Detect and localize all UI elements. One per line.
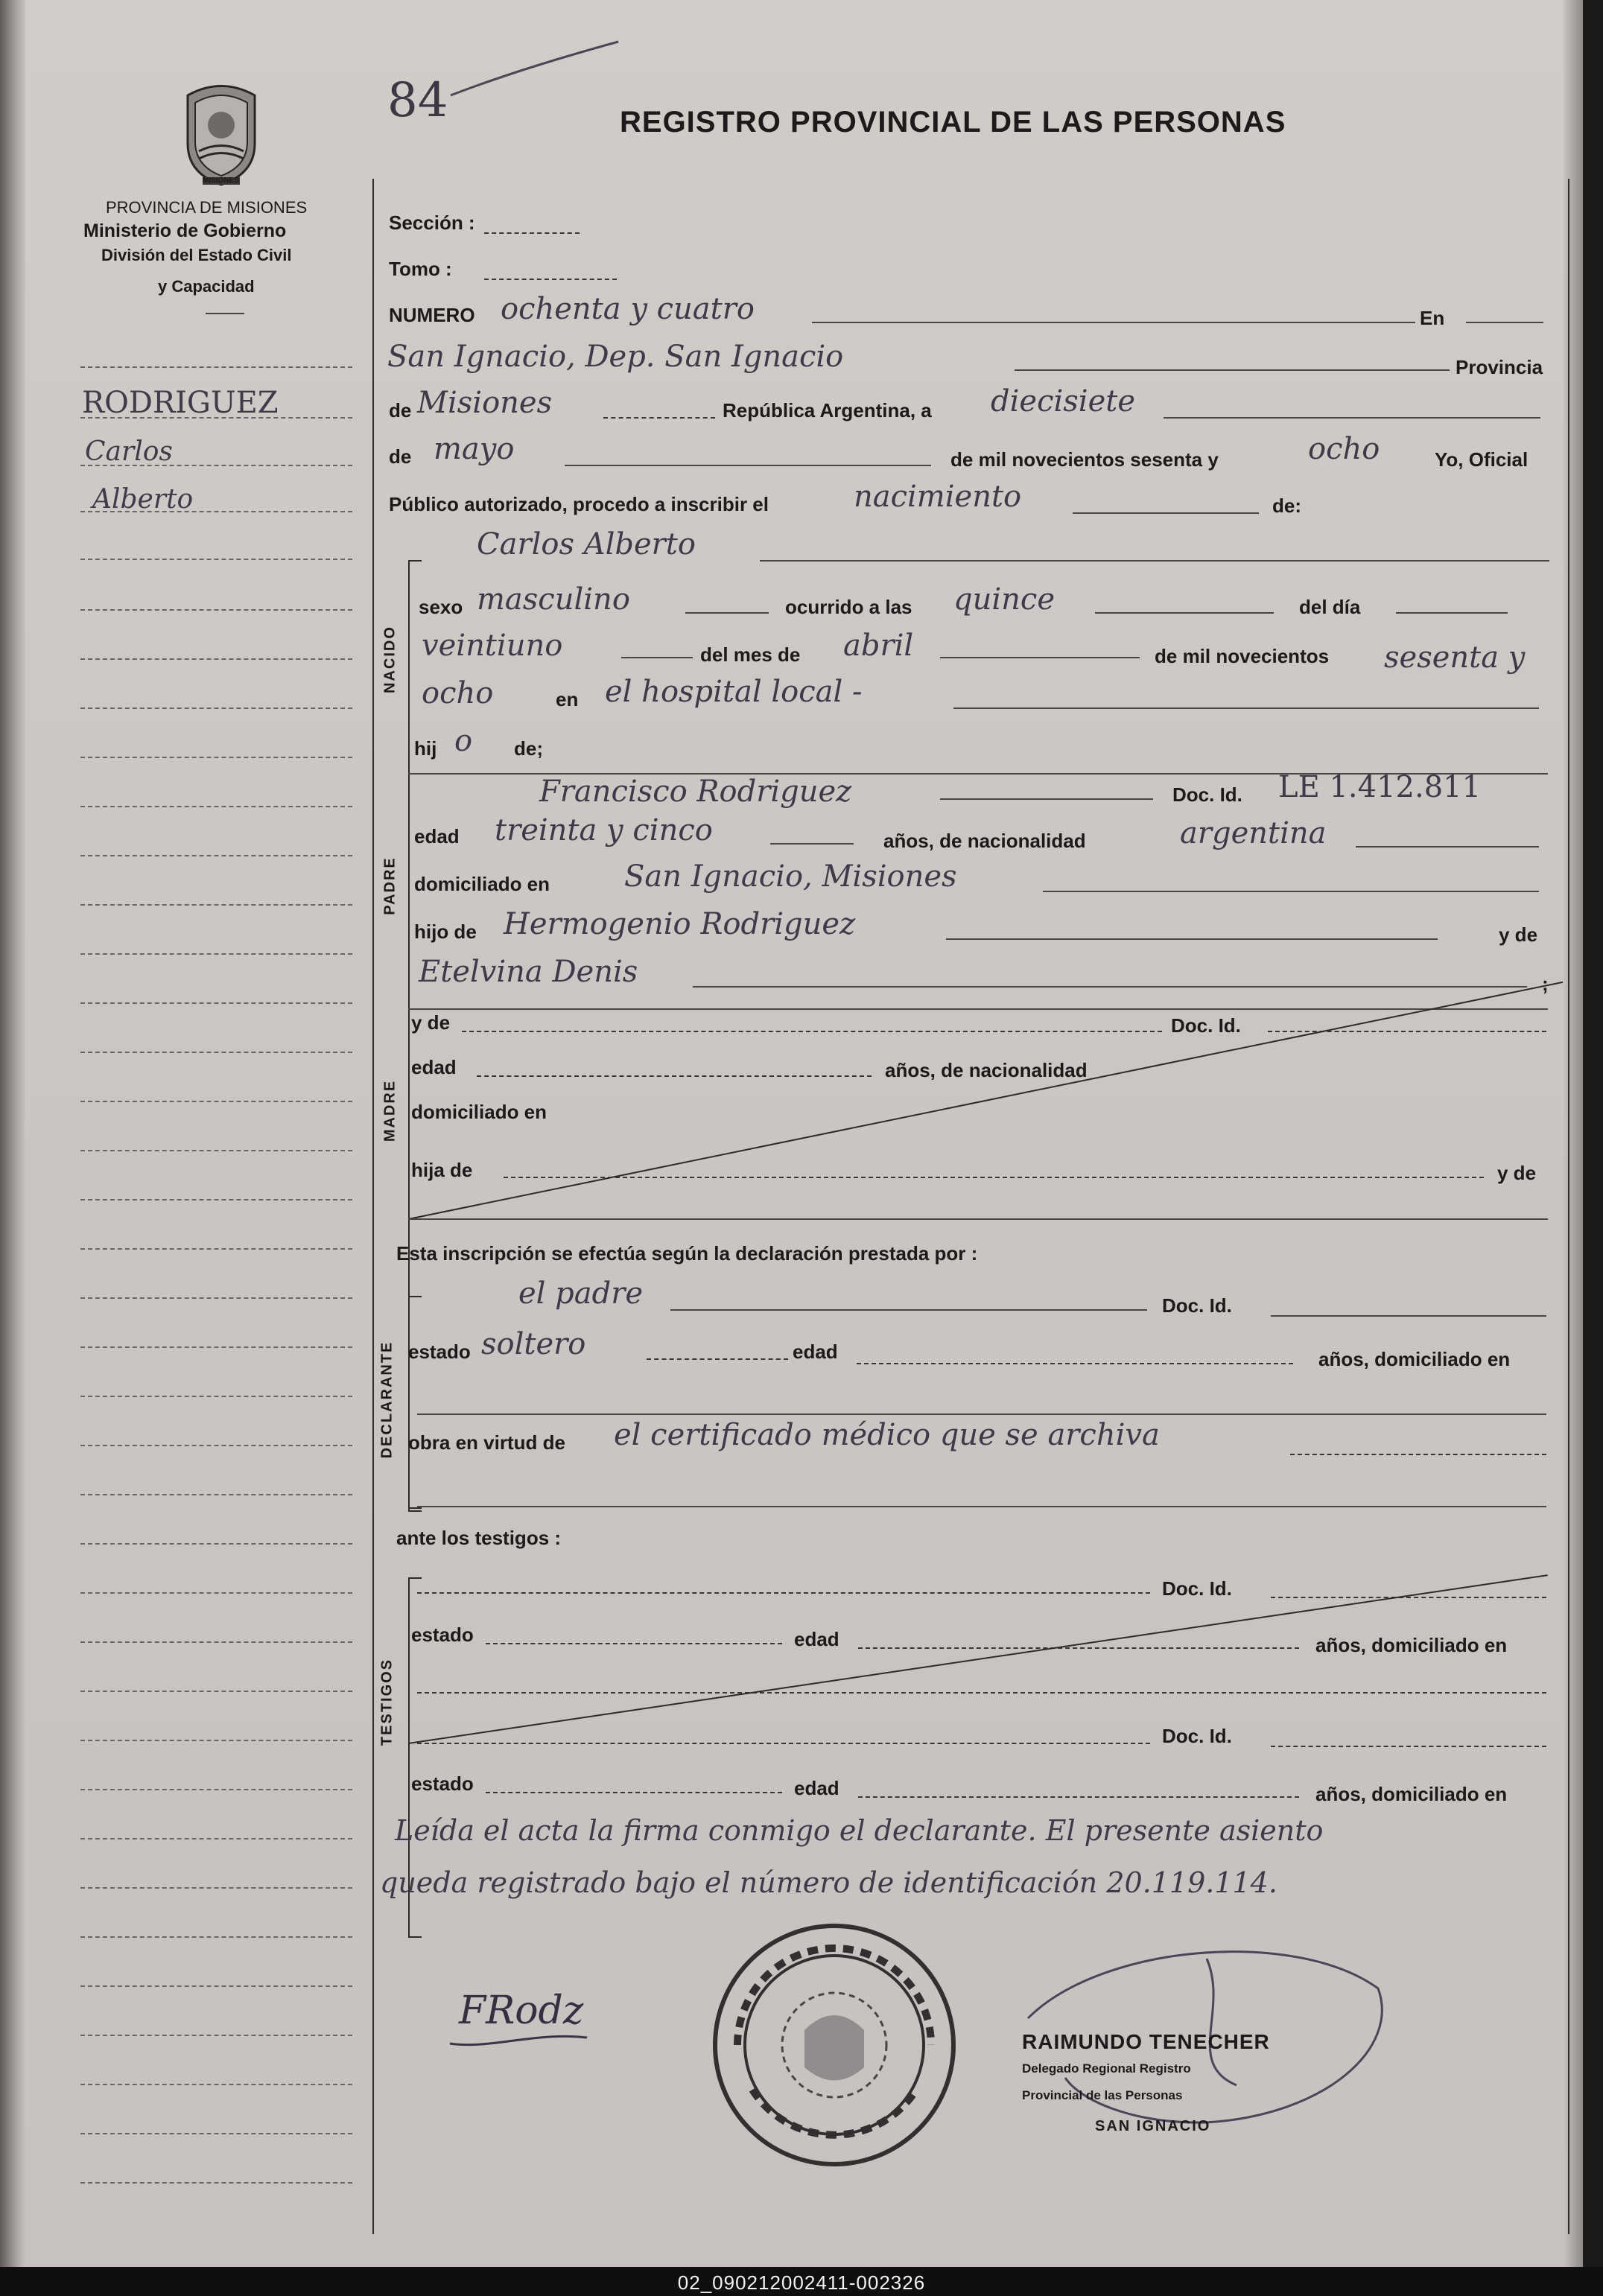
sexo-value: masculino [477,582,630,617]
declarante-quien-line [670,1309,1147,1311]
folio-pen-stroke [447,36,626,103]
testigo1-edad-line [858,1647,1299,1649]
margin-surname: RODRIGUEZ [82,386,279,420]
main-right-rule [1568,179,1569,2234]
testigo1-doc-line [1271,1597,1546,1598]
testigo1-doc-label: Doc. Id. [1162,1577,1232,1600]
testigo2-anos-label: años, domiciliado en [1315,1783,1508,1805]
provincia-label: Provincia [1456,356,1543,378]
declarante-section-label: DECLARANTE [378,1341,396,1459]
page-edge [1564,0,1583,2267]
declarante-bottom-line [417,1506,1546,1507]
padre-nombre-value: Francisco Rodriguez [539,775,852,809]
declarante-quien-value: el padre [518,1276,644,1311]
padre-edad-line [770,843,854,845]
declaracion-label: Esta inscripción se efectúa según la declaración prestada por : [396,1242,978,1265]
declarante-edad-line [857,1363,1293,1364]
de-label-1: de [389,399,412,422]
padre-nacionalidad-line [1356,846,1539,848]
mes-value: mayo [434,432,515,466]
header-underline [206,313,244,314]
dia-line [1164,417,1540,419]
testigo2-estado-label: estado [411,1772,474,1795]
book-binding [0,0,25,2267]
de-colon-label: de: [1272,495,1301,517]
padre-edad-value: treinta y cinco [495,813,713,848]
nombre-value: Carlos Alberto [477,527,696,562]
lugar-line [1015,369,1450,371]
mes-nac-value: abril [843,629,914,663]
provincia-value: Misiones [417,386,553,420]
testigo1-line [417,1592,1150,1594]
seal-text: MISIONES [203,177,239,185]
madre-domicilio-label: domiciliado en [411,1101,547,1123]
testigo2-line [417,1743,1150,1744]
anio-value: ocho [1308,432,1380,466]
nacido-section-label: NACIDO [381,626,399,693]
testigo2-edad-label: edad [794,1777,839,1799]
registrar-name: RAIMUNDO TENECHER [1022,2030,1270,2053]
main-left-rule [372,179,374,2234]
yo-oficial-label: Yo, Oficial [1435,448,1529,471]
testigo1-estado-label: estado [411,1624,474,1646]
anio-nac-value: sesenta y [1384,640,1526,675]
en-lower-label: en [556,688,579,710]
closing-text-line-1: Leída el acta la firma conmigo el declarante. El presente asiento [395,1814,1324,1847]
testigo1-anos-label: años, domiciliado en [1315,1634,1508,1656]
hij-suffix-value: o [454,724,473,758]
declarante-estado-line [647,1358,788,1360]
dia-nac-value: veintiuno [422,629,563,663]
declarante-doc-label: Doc. Id. [1162,1294,1232,1317]
padre-semicolon: ; [1542,973,1549,995]
padre-doc-value: LE 1.412.811 [1278,770,1482,804]
de-mil-label: de mil novecientos sesenta y [950,448,1219,471]
folio-number: 84 [387,73,448,128]
del-dia-label: del día [1299,596,1361,618]
padre-nacionalidad-value: argentina [1180,816,1327,850]
padre-nombre-line [940,798,1153,800]
publico-label: Público autorizado, procedo a inscribir el [389,493,769,515]
page-title: REGISTRO PROVINCIAL DE LAS PERSONAS [620,106,1286,139]
declarant-signature: FRodz [459,1988,584,2033]
de-mil-nov-label: de mil novecientos [1155,645,1330,667]
declarante-bracket [408,1296,422,1512]
margin-given-name-1: Carlos [85,436,173,467]
madre-hija-de-label: hija de [411,1159,473,1181]
hij-label: hij [414,737,437,760]
del-dia-line [1396,612,1508,614]
lugar-value: San Ignacio, Dep. San Ignacio [387,340,844,374]
capacity-label: y Capacidad [158,277,255,296]
scan-footer-id: 02_090212002411-002326 [677,2271,926,2294]
madre-edad-label: edad [411,1056,457,1078]
nombre-line [760,560,1549,562]
declarante-estado-value: soltero [481,1327,586,1361]
numero-line [812,322,1415,323]
padre-padre-value: Hermogenio Rodriguez [504,907,856,941]
madre-hija-de-line [504,1177,1484,1178]
declarante-estado-label: estado [408,1341,471,1363]
division-label: División del Estado Civil [101,246,292,264]
testigos-intro-label: ante los testigos : [396,1527,562,1549]
padre-domicilio-label: domiciliado en [414,873,550,895]
mes-nac-line [940,657,1140,658]
anio-nac-value-2: ocho [422,676,494,710]
province-label: PROVINCIA DE MISIONES [106,198,308,217]
padre-anos-label: años, de nacionalidad [883,830,1086,852]
madre-bottom-rule [408,1218,1548,1220]
padre-section-label: PADRE [381,856,399,915]
coat-of-arms-icon [173,73,270,188]
testigo1-domicilio-line [417,1692,1546,1694]
seccion-line [484,232,580,234]
madre-y-de-line [462,1031,1162,1032]
dia-nac-line [621,657,693,658]
testigos-section-label: TESTIGOS [378,1658,396,1746]
seccion-label: Sección : [389,212,475,234]
padre-domicilio-line [1043,891,1539,892]
declarante-obra-value: el certificado médico que se archiva [614,1418,1160,1452]
declarante-obra-line [1290,1454,1546,1455]
declarante-obra-label: obra en virtud de [408,1431,565,1454]
acto-value: nacimiento [854,480,1022,514]
registrar-location: SAN IGNACIO [1095,2118,1211,2134]
lugar-nac-line [953,707,1539,709]
padre-domicilio-value: San Ignacio, Misiones [624,859,957,894]
ocurrido-label: ocurrido a las [785,596,912,618]
official-seal-stamp [708,1918,961,2172]
testigo2-doc-label: Doc. Id. [1162,1725,1232,1747]
acto-line [1073,512,1259,514]
padre-madre-value: Etelvina Denis [419,955,638,989]
madre-doc-line [1268,1031,1546,1032]
dia-value: diecisiete [991,384,1136,419]
madre-anos-label: años, de nacionalidad [885,1059,1088,1081]
declarante-domicilio-line [417,1413,1546,1415]
en-line [1466,322,1543,323]
ministry-label: Ministerio de Gobierno [83,220,287,241]
declarante-edad-label: edad [793,1341,838,1363]
provincia-line [603,417,715,419]
margin-given-name-2: Alberto [92,484,194,515]
madre-top-rule [408,1008,1548,1010]
madre-y-de-label-2: y de [1497,1162,1537,1184]
hora-line [1095,612,1274,614]
padre-y-de-label: y de [1499,923,1538,946]
tomo-line [484,279,617,280]
en-label: En [1420,307,1445,329]
padre-doc-label: Doc. Id. [1172,783,1242,806]
testigos-strike-diagonal [408,1574,1548,1744]
tomo-label: Tomo : [389,258,452,280]
registrar-title-2: Provincial de las Personas [1022,2088,1183,2102]
testigo1-edad-label: edad [794,1628,839,1650]
sexo-line [685,612,769,614]
testigo2-doc-line [1271,1746,1546,1747]
de-label-2: de [389,445,412,468]
madre-strike-diagonal [408,982,1563,1220]
padre-edad-label: edad [414,825,460,848]
declarante-doc-line [1271,1315,1546,1317]
madre-section-label: MADRE [381,1079,399,1142]
lugar-nac-value: el hospital local - [605,675,863,709]
testigo2-edad-line [858,1796,1299,1798]
hora-value: quince [953,582,1055,617]
closing-text-line-2: queda registrado bajo el número de identificación 20.119.114. [380,1866,1277,1899]
declarante-anos-label: años, domiciliado en [1318,1348,1511,1370]
del-mes-label: del mes de [700,643,801,666]
sexo-label: sexo [419,596,463,618]
signature-flourish [445,2024,594,2054]
numero-value: ochenta y cuatro [501,292,755,326]
madre-y-de-label: y de [411,1011,451,1034]
testigo1-estado-line [486,1643,782,1644]
madre-doc-label: Doc. Id. [1171,1014,1241,1037]
republica-label: República Argentina, a [723,399,932,422]
padre-hijo-de-label: hijo de [414,920,477,943]
de-semi-label: de; [514,737,543,760]
madre-edad-line [477,1075,872,1077]
registrar-title-1: Delegado Regional Registro [1022,2061,1191,2076]
padre-padre-line [946,938,1438,940]
testigo2-estado-line [486,1792,782,1793]
padre-madre-line [693,986,1527,988]
mes-line [565,465,931,466]
numero-label: NUMERO [389,304,475,326]
